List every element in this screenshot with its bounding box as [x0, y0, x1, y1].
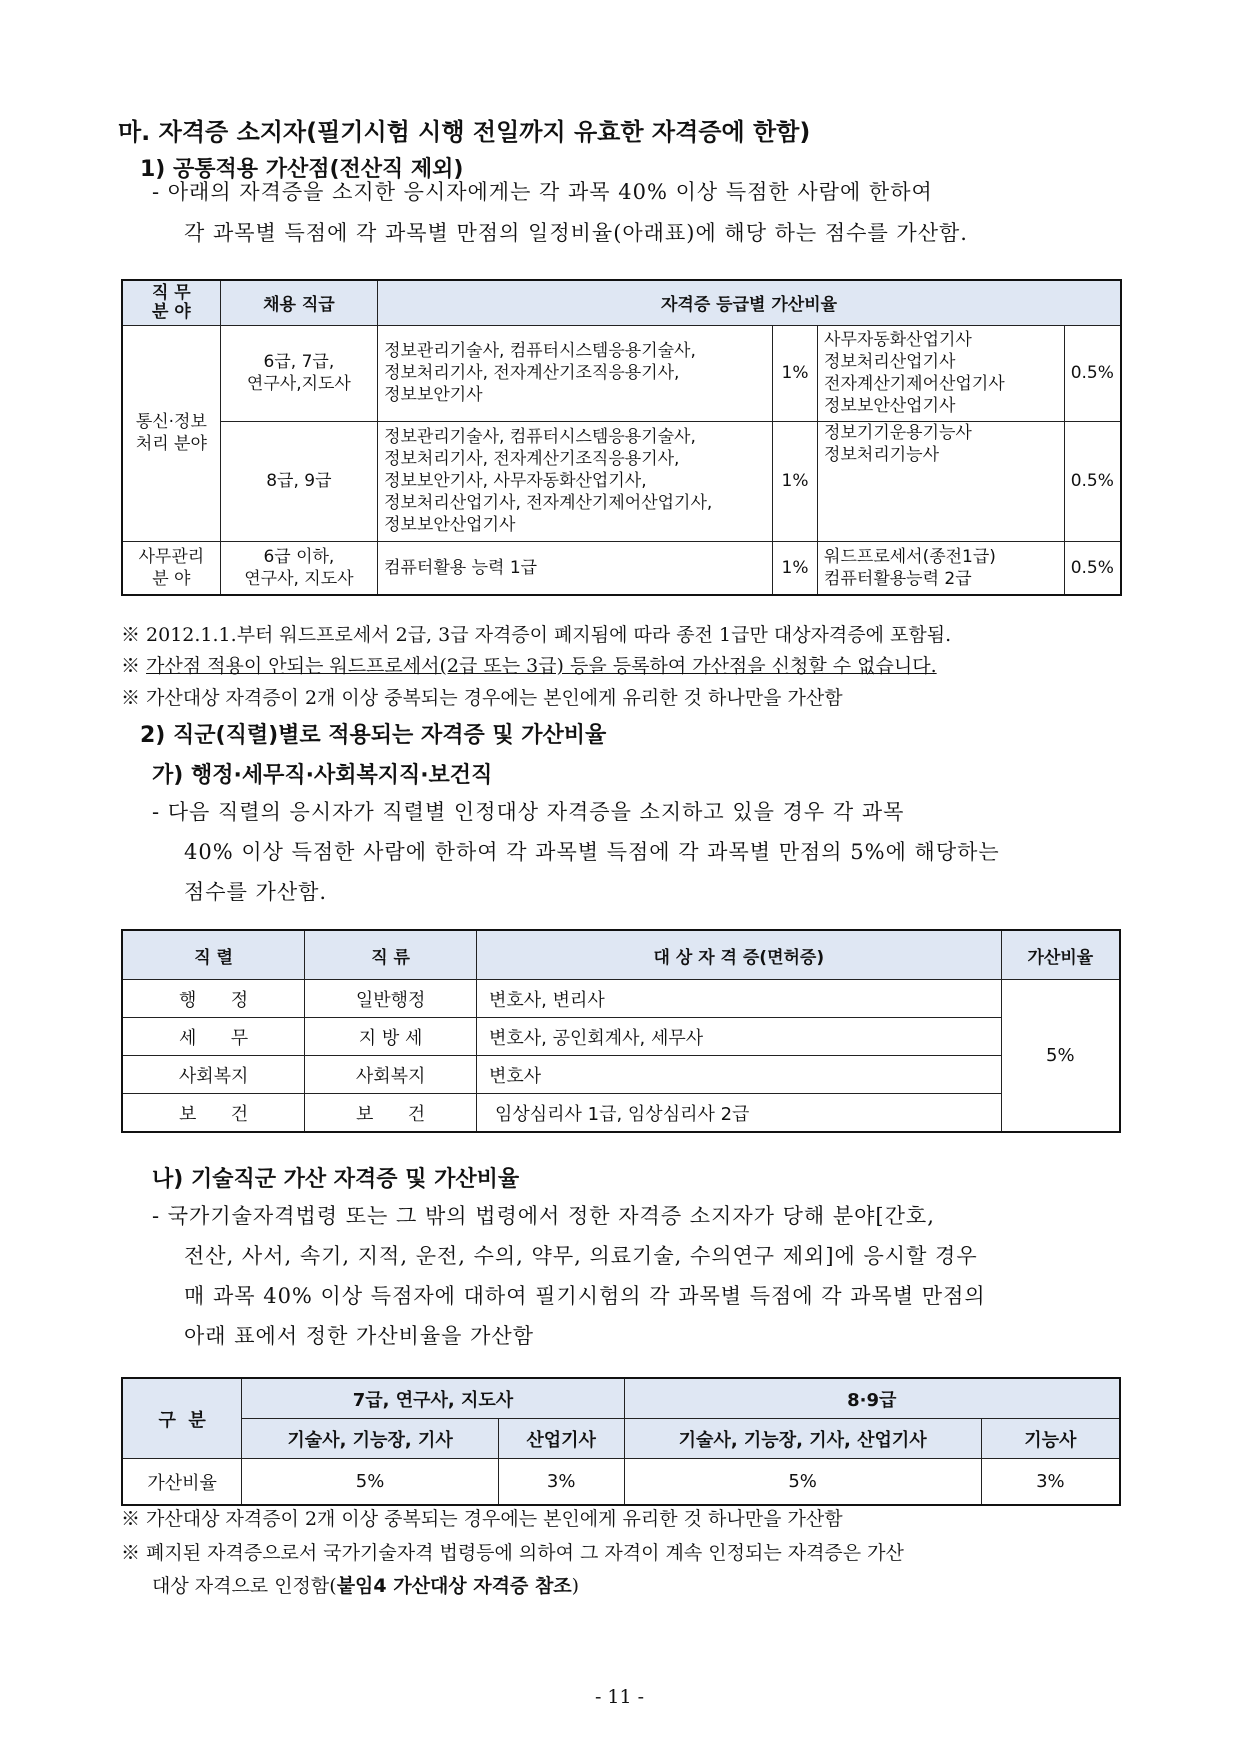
table-row [122, 325, 1121, 421]
rate-b-cell: 0.5% [1064, 325, 1121, 421]
na-text-line3: 매 과목 40% 이상 득점자에 대하여 필기시험의 각 과목별 득점에 각 과목별 만점의 [184, 1284, 986, 1308]
ga-text-line2: 40% 이상 득점한 사람에 한하여 각 과목별 득점에 각 과목별 만점의 5%에 해당하는 [184, 840, 1000, 864]
header-rate: 자격증 등급별 가산비율 [378, 280, 1121, 325]
table-row [122, 1018, 1120, 1056]
table-row [122, 541, 1121, 595]
field-cell: 통신·정보 처리 분야 [122, 325, 220, 541]
rate-a-cell: 1% [772, 325, 817, 421]
note-b-ref: 붙임4 가산대상 자격증 참조 [336, 1575, 572, 1597]
certs-b-cell: 사무자동화산업기사 정보처리산업기사 전자계산기제어산업기사 정보보안산업기사 [818, 325, 1065, 421]
header-cert: 대 상 자 격 증(면허증) [476, 930, 1001, 980]
series-cell: 사회복지 [122, 1056, 305, 1094]
value-cell: 3% [981, 1459, 1120, 1506]
value-cell: 5% [242, 1459, 498, 1506]
note-2 [121, 651, 937, 678]
table-row [122, 421, 1121, 541]
cert-cell: 임상심리사 1급, 임상심리사 2급 [476, 1094, 1001, 1133]
kind-cell: 보 건 [305, 1094, 477, 1133]
subsection-na-title: 나) 기술직군 가산 자격증 및 가산비율 [152, 1167, 520, 1192]
table-row [122, 1094, 1120, 1133]
na-text-line2: 전산, 사서, 속기, 지적, 운전, 수의, 약무, 의료기술, 수의연구 제외]에 응시할 경우 [184, 1244, 978, 1268]
subsection-1-title: 1) 공통적용 가산점(전산직 제외) [140, 157, 464, 182]
row-label: 가산비율 [122, 1459, 242, 1506]
note-b-line1: ※ 폐지된 자격증으로서 국가기술자격 법령등에 의하여 그 자격이 계속 인정되는 자격증은 가산 [121, 1542, 904, 1564]
rate-b-cell: 0.5% [1064, 421, 1121, 541]
note-1: ※ 2012.1.1.부터 워드프로세서 2급, 3급 자격증이 폐지됨에 따라 종전 1급만 대상자격증에 포함됨. [121, 624, 952, 646]
note-3: ※ 가산대상 자격증이 2개 이상 중복되는 경우에는 본인에게 유리한 것 하나만을 가산함 [121, 687, 843, 709]
subsection-ga-title: 가) 행정·세무직·사회복지직·보건직 [152, 763, 493, 788]
kind-cell: 지 방 세 [305, 1018, 477, 1056]
certs-b-cell: 워드프로세서(종전1급) 컴퓨터활용능력 2급 [818, 541, 1065, 595]
header-series: 직 렬 [122, 930, 305, 980]
grade-cell: 6급, 7급, 연구사,지도사 [220, 325, 377, 421]
certs-a-cell: 정보관리기술사, 컴퓨터시스템응용기술사, 정보처리기사, 전자계산기조직응용기사, 정보보안기사, 사무자동화산업기사, 정보처리산업기사, 전자계산기제어산업기사, 정보보안산업기사 [378, 421, 773, 541]
header-kind: 직 류 [305, 930, 477, 980]
certs-a-cell: 정보관리기술사, 컴퓨터시스템응용기술사, 정보처리기사, 전자계산기조직응용기사, 정보보안기사 [378, 325, 773, 421]
table-row [122, 1459, 1120, 1506]
series-cell: 행 정 [122, 980, 305, 1018]
table-row [122, 1056, 1120, 1094]
note-b-line2 [152, 1571, 579, 1598]
cert-cell: 변호사, 공인회계사, 세무사 [476, 1018, 1001, 1056]
rate-a-cell: 1% [772, 541, 817, 595]
kind-cell: 일반행정 [305, 980, 477, 1018]
ga-text-line1: - 다음 직렬의 응시자가 직렬별 인정대상 자격증을 소지하고 있을 경우 각 과목 [152, 800, 905, 824]
sub1-text-line2: 각 과목별 득점에 각 과목별 만점의 일정비율(아래표)에 해당 하는 점수를 가산함. [184, 221, 968, 245]
header-grade: 채용 직급 [220, 280, 377, 325]
admin-bonus-table [121, 929, 1121, 1133]
header-sub-2: 산업기사 [498, 1419, 624, 1459]
note-2-mark: ※ [121, 655, 147, 677]
table-row [122, 980, 1120, 1018]
header-group-1: 7급, 연구사, 지도사 [242, 1378, 624, 1419]
note-b-text: 대상 자격으로 인정함( [152, 1575, 337, 1597]
header-rate: 가산비율 [1001, 930, 1120, 980]
note-a: ※ 가산대상 자격증이 2개 이상 중복되는 경우에는 본인에게 유리한 것 하나만을 가산함 [121, 1508, 843, 1530]
ga-text-line3: 점수를 가산함. [184, 880, 328, 904]
header-sub-4: 기능사 [981, 1419, 1120, 1459]
page-number: - 11 - [594, 1686, 645, 1708]
certs-b-cell: 정보기기운용기능사 정보처리기능사 [818, 421, 1065, 541]
common-bonus-table [121, 279, 1122, 596]
grade-cell: 8급, 9급 [220, 421, 377, 541]
na-text-line1: - 국가기술자격법령 또는 그 밖의 법령에서 정한 자격증 소지자가 당해 분야[간호, [152, 1204, 935, 1228]
note-2-text: 가산점 적용이 안되는 워드프로세서(2급 또는 3급) 등을 등록하여 가산점을 신청할 수 없습니다. [146, 655, 937, 677]
rate-b-cell: 0.5% [1064, 541, 1121, 595]
sub1-text-line1: - 아래의 자격증을 소지한 응시자에게는 각 과목 40% 이상 득점한 사람에 한하여 [152, 180, 933, 204]
note-b-close: ) [571, 1575, 580, 1597]
header-job-field: 직 무 분 야 [122, 280, 220, 325]
field-cell: 사무관리 분 야 [122, 541, 220, 595]
rate-a-cell: 1% [772, 421, 817, 541]
subsection-2-title: 2) 직군(직렬)별로 적용되는 자격증 및 가산비율 [140, 723, 607, 748]
na-text-line4: 아래 표에서 정한 가산비율을 가산함 [184, 1324, 534, 1348]
series-cell: 세 무 [122, 1018, 305, 1056]
series-cell: 보 건 [122, 1094, 305, 1133]
kind-cell: 사회복지 [305, 1056, 477, 1094]
certs-a-cell: 컴퓨터활용 능력 1급 [378, 541, 773, 595]
header-group-2: 8·9급 [624, 1378, 1120, 1419]
value-cell: 3% [498, 1459, 624, 1506]
cert-cell: 변호사 [476, 1056, 1001, 1094]
grade-cell: 6급 이하, 연구사, 지도사 [220, 541, 377, 595]
cert-cell: 변호사, 변리사 [476, 980, 1001, 1018]
rate-cell: 5% [1001, 980, 1120, 1133]
header-sub-3: 기술사, 기능장, 기사, 산업기사 [624, 1419, 981, 1459]
header-sub-1: 기술사, 기능장, 기사 [242, 1419, 498, 1459]
value-cell: 5% [624, 1459, 981, 1506]
section-title: 마. 자격증 소지자(필기시험 시행 전일까지 유효한 자격증에 한함) [118, 118, 811, 146]
tech-bonus-table [121, 1377, 1121, 1506]
header-corner: 구 분 [122, 1378, 242, 1459]
